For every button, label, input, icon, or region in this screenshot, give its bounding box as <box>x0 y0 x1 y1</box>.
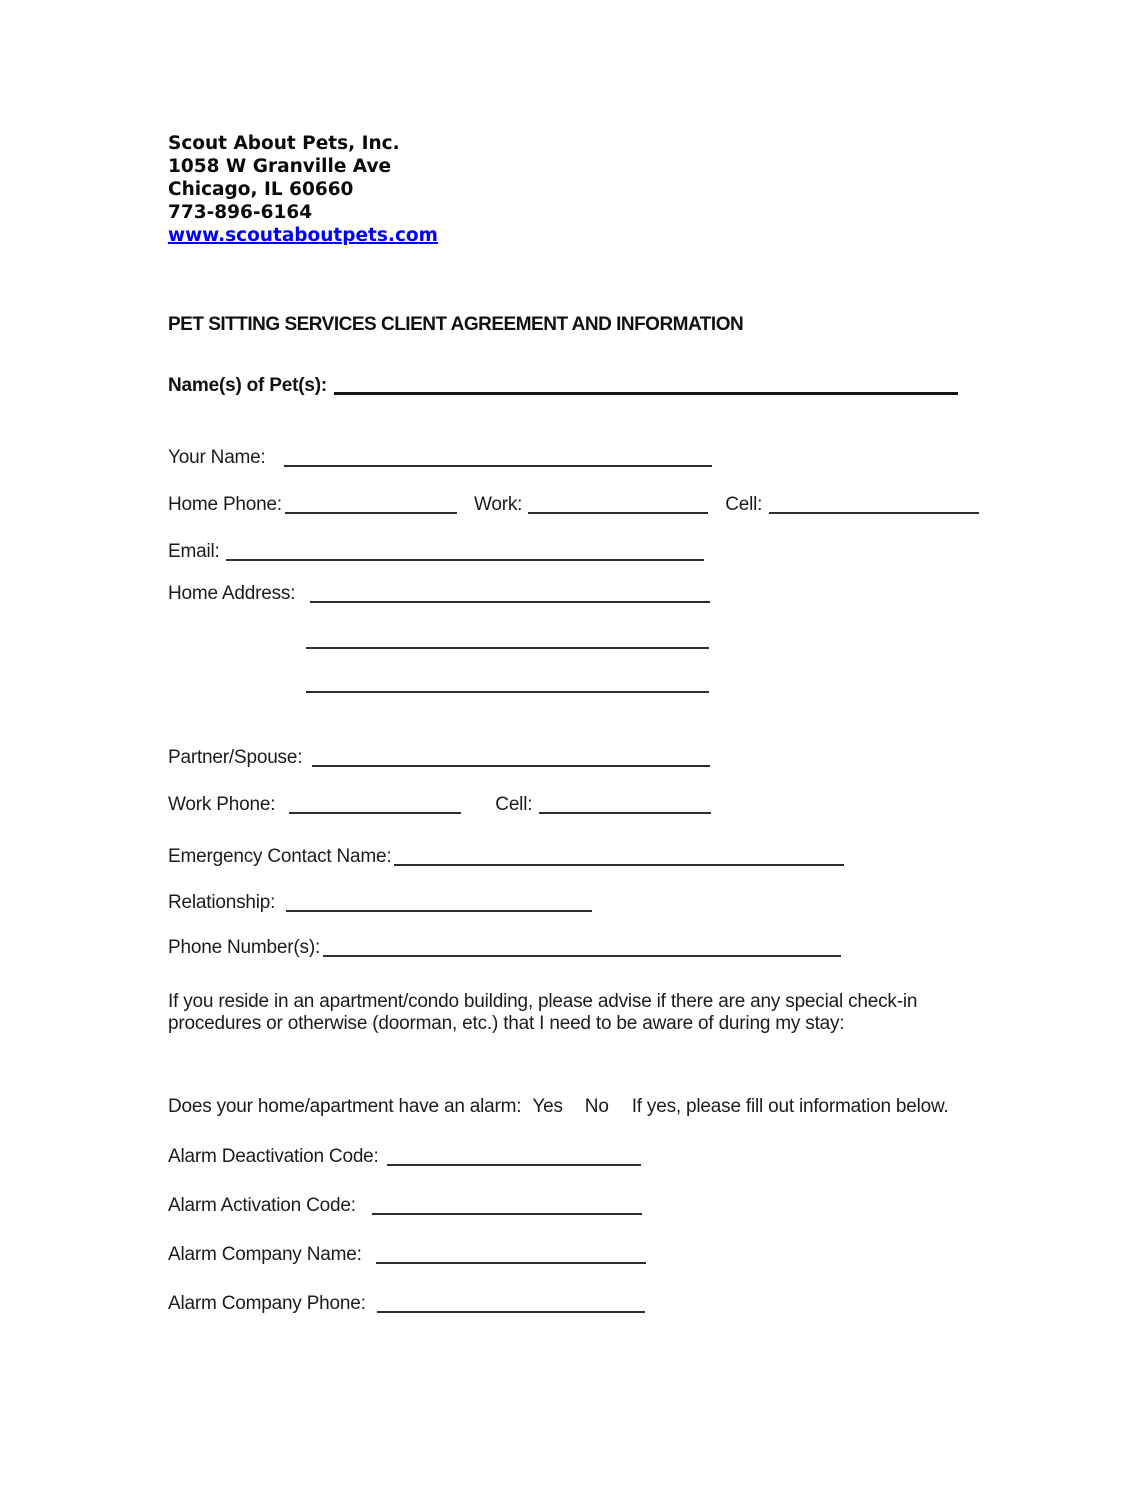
work-phone-blank-line <box>289 802 461 814</box>
cell2-blank-line <box>539 802 711 814</box>
alarm-company-name-blank-line <box>376 1252 646 1264</box>
alarm-question-label: Does your home/apartment have an alarm: <box>168 1096 522 1117</box>
phones-row <box>168 493 979 517</box>
email-label: Email: <box>168 541 220 562</box>
cell2-label: Cell: <box>495 794 533 815</box>
company-phone: 773-896-6164 <box>168 202 313 223</box>
work-cell-row <box>168 793 711 817</box>
home-address-label: Home Address: <box>168 583 296 604</box>
partner-label: Partner/Spouse: <box>168 747 303 768</box>
pets-blank-line <box>334 382 958 395</box>
alarm-activation-blank-line <box>372 1203 642 1215</box>
work-label: Work: <box>473 494 523 515</box>
company-name: Scout About Pets, Inc. <box>168 133 400 154</box>
emergency-label: Emergency Contact Name: <box>168 846 392 867</box>
home-phone-blank-line <box>285 502 457 514</box>
alarm-if-yes-note: If yes, please fill out information below. <box>631 1096 949 1117</box>
work-blank-line <box>528 502 708 514</box>
your-name-row <box>168 446 712 470</box>
alarm-deactivation-blank-line <box>387 1154 641 1166</box>
letterhead <box>168 132 438 247</box>
alarm-company-phone-row <box>168 1292 645 1316</box>
relationship-blank-line <box>286 900 592 912</box>
pets-row <box>168 374 958 398</box>
alarm-question-row <box>168 1095 949 1119</box>
home-address-blank-line-2 <box>306 647 709 649</box>
company-website-link[interactable]: www.scoutaboutpets.com <box>168 225 438 246</box>
alarm-yes-option: Yes <box>532 1096 563 1117</box>
phone-numbers-row <box>168 936 841 960</box>
pets-label: Name(s) of Pet(s): <box>168 375 327 396</box>
alarm-deactivation-label: Alarm Deactivation Code: <box>168 1146 379 1167</box>
emergency-row <box>168 845 844 869</box>
relationship-row <box>168 891 592 915</box>
alarm-activation-label: Alarm Activation Code: <box>168 1195 356 1216</box>
alarm-no-option: No <box>584 1096 609 1117</box>
alarm-company-phone-label: Alarm Company Phone: <box>168 1293 366 1314</box>
alarm-company-phone-blank-line <box>377 1301 645 1313</box>
home-address-blank-line-1 <box>310 591 710 603</box>
cell-label: Cell: <box>725 494 763 515</box>
partner-blank-line <box>312 755 710 767</box>
apartment-note: If you reside in an apartment/condo building, please advise if there are any special check-in procedures or otherwise (doorman, etc.) that I need to be aware of during my stay: <box>168 991 918 1034</box>
your-name-label: Your Name: <box>168 447 266 468</box>
alarm-deactivation-row <box>168 1145 641 1169</box>
your-name-blank-line <box>284 455 712 467</box>
email-row <box>168 540 704 564</box>
company-street: 1058 W Granville Ave <box>168 156 392 177</box>
alarm-company-name-label: Alarm Company Name: <box>168 1244 362 1265</box>
relationship-label: Relationship: <box>168 892 276 913</box>
work-phone-label: Work Phone: <box>168 794 276 815</box>
home-phone-label: Home Phone: <box>168 494 282 515</box>
alarm-company-name-row <box>168 1243 646 1267</box>
email-blank-line <box>226 549 704 561</box>
alarm-activation-row <box>168 1194 642 1218</box>
partner-row <box>168 746 710 770</box>
home-address-blank-line-3 <box>306 691 709 693</box>
emergency-blank-line <box>394 854 844 866</box>
cell-blank-line <box>769 502 979 514</box>
home-address-row <box>168 582 710 606</box>
document-title: PET SITTING SERVICES CLIENT AGREEMENT AND INFORMATION <box>168 314 744 335</box>
company-city: Chicago, IL 60660 <box>168 179 354 200</box>
phone-numbers-blank-line <box>323 945 841 957</box>
phone-numbers-label: Phone Number(s): <box>168 937 321 958</box>
